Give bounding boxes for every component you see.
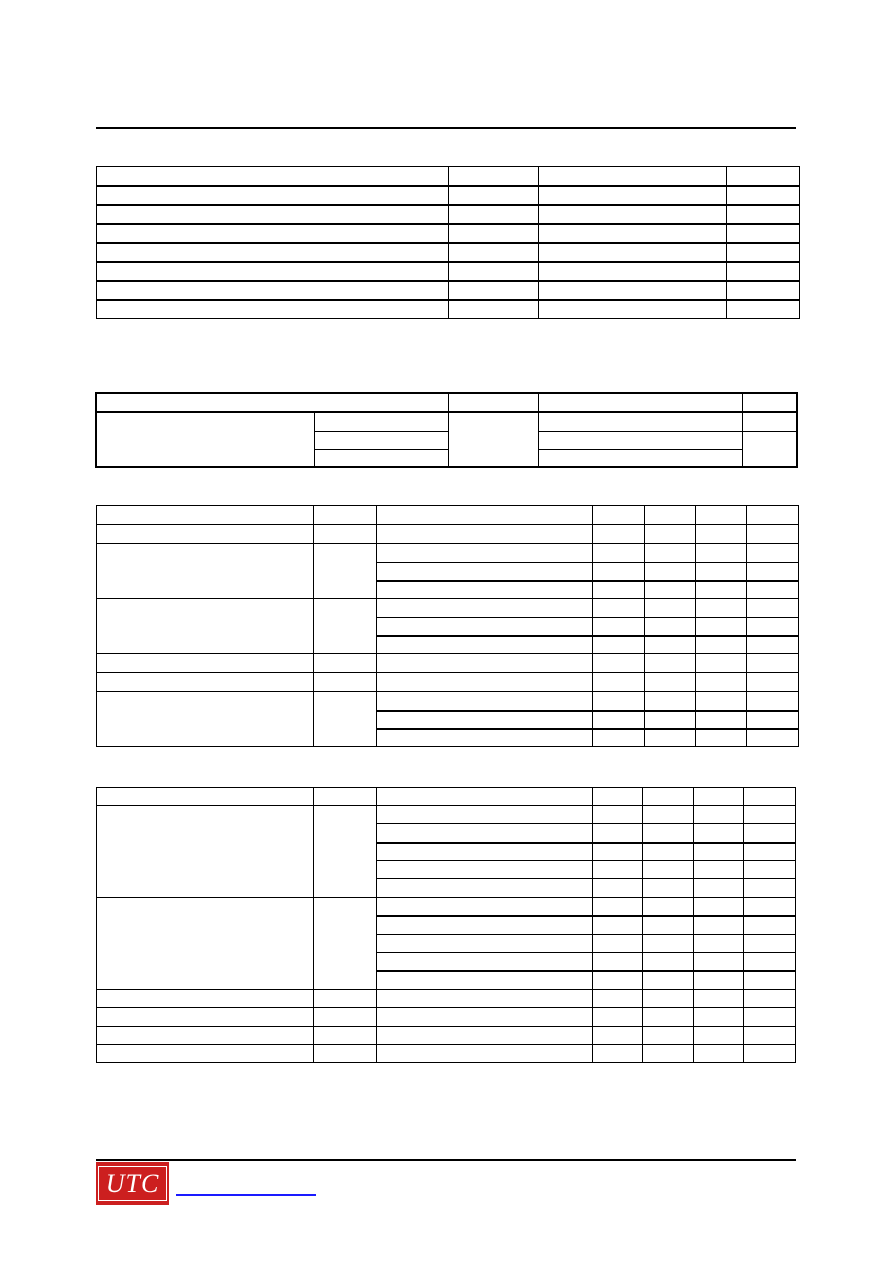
table-cell bbox=[644, 711, 695, 729]
table-cell bbox=[695, 654, 746, 673]
table-cell bbox=[744, 1027, 796, 1045]
table-cell bbox=[97, 506, 314, 525]
table-cell bbox=[97, 788, 314, 806]
table-cell bbox=[97, 990, 314, 1008]
table-cell bbox=[377, 729, 592, 747]
table-cell bbox=[694, 806, 744, 824]
table-cell bbox=[744, 990, 796, 1008]
table-row bbox=[97, 1008, 796, 1027]
table-cell bbox=[314, 1027, 377, 1045]
table-cell bbox=[727, 300, 800, 319]
table-cell bbox=[377, 824, 593, 843]
table-cell bbox=[592, 673, 644, 692]
table-cell bbox=[97, 525, 314, 544]
table-cell bbox=[314, 1008, 377, 1027]
table-cell bbox=[644, 506, 695, 525]
table-cell bbox=[746, 506, 798, 525]
table-cell bbox=[377, 506, 592, 525]
table-cell bbox=[539, 281, 727, 300]
table-cell bbox=[593, 806, 643, 824]
table-row bbox=[97, 262, 800, 281]
table-cell bbox=[727, 205, 800, 224]
electrical-characteristics-table-1 bbox=[96, 505, 799, 747]
table-cell bbox=[593, 1008, 643, 1027]
table-cell bbox=[746, 563, 798, 581]
table-cell bbox=[695, 711, 746, 729]
table-cell bbox=[727, 243, 800, 262]
table-cell bbox=[593, 898, 643, 916]
table-cell bbox=[644, 654, 695, 673]
table-cell bbox=[694, 971, 744, 990]
table-cell bbox=[746, 654, 798, 673]
table-row bbox=[97, 243, 800, 262]
table-cell bbox=[695, 618, 746, 636]
table-row bbox=[97, 281, 800, 300]
table-cell bbox=[746, 581, 798, 599]
table-row bbox=[97, 186, 800, 205]
table-cell bbox=[592, 692, 644, 711]
table-cell bbox=[592, 599, 644, 618]
table-cell bbox=[643, 1027, 694, 1045]
table-cell bbox=[377, 788, 593, 806]
table-cell bbox=[97, 1027, 314, 1045]
table-cell bbox=[377, 618, 592, 636]
table-cell bbox=[694, 879, 744, 898]
table-row bbox=[97, 1045, 796, 1063]
table-cell bbox=[593, 824, 643, 843]
table-row bbox=[97, 806, 796, 824]
table-cell bbox=[593, 843, 643, 861]
table-cell bbox=[694, 1045, 744, 1063]
table-cell bbox=[593, 861, 643, 879]
thermal-table bbox=[95, 392, 798, 468]
table-cell bbox=[377, 843, 593, 861]
table-cell bbox=[695, 599, 746, 618]
table-cell bbox=[744, 953, 796, 971]
table-cell bbox=[97, 673, 314, 692]
table-cell bbox=[97, 599, 314, 654]
table-cell bbox=[643, 806, 694, 824]
table-cell bbox=[97, 205, 449, 224]
table-cell bbox=[746, 544, 798, 563]
table-cell bbox=[314, 692, 377, 747]
table-cell bbox=[643, 971, 694, 990]
table-cell bbox=[377, 935, 593, 953]
table-cell bbox=[744, 788, 796, 806]
website-link[interactable] bbox=[176, 1194, 316, 1196]
table-cell bbox=[593, 1027, 643, 1045]
table-cell bbox=[97, 544, 314, 599]
table-cell bbox=[746, 636, 798, 654]
table-cell bbox=[593, 935, 643, 953]
table-cell bbox=[539, 167, 727, 186]
table-cell bbox=[744, 935, 796, 953]
table-cell bbox=[695, 729, 746, 747]
table-cell bbox=[694, 916, 744, 935]
table-cell bbox=[643, 843, 694, 861]
table-cell bbox=[592, 506, 644, 525]
table-cell bbox=[314, 654, 377, 673]
table-cell bbox=[643, 788, 694, 806]
table-cell bbox=[746, 729, 798, 747]
table-cell bbox=[644, 618, 695, 636]
table-cell bbox=[539, 205, 727, 224]
table-cell bbox=[449, 300, 539, 319]
table-cell bbox=[744, 824, 796, 843]
table-cell bbox=[727, 281, 800, 300]
table-cell bbox=[538, 449, 742, 467]
table-cell bbox=[644, 692, 695, 711]
table-cell bbox=[448, 393, 538, 412]
table-row bbox=[97, 224, 800, 243]
table-cell bbox=[644, 673, 695, 692]
table-cell bbox=[695, 636, 746, 654]
table-cell bbox=[727, 186, 800, 205]
table-cell bbox=[97, 692, 314, 747]
table-cell bbox=[314, 898, 377, 990]
table-row bbox=[97, 300, 800, 319]
table-row bbox=[96, 412, 797, 431]
table-cell bbox=[746, 599, 798, 618]
table-cell bbox=[746, 525, 798, 544]
table-cell bbox=[744, 971, 796, 990]
table-cell bbox=[744, 1008, 796, 1027]
table-cell bbox=[592, 525, 644, 544]
table-cell bbox=[593, 990, 643, 1008]
table-cell bbox=[377, 1008, 593, 1027]
footer-divider bbox=[96, 1159, 796, 1161]
table-cell bbox=[694, 990, 744, 1008]
table-cell bbox=[643, 898, 694, 916]
table-cell bbox=[377, 525, 592, 544]
table-cell bbox=[744, 1045, 796, 1063]
table-row bbox=[97, 599, 799, 618]
table-cell bbox=[377, 599, 592, 618]
table-cell bbox=[314, 806, 377, 898]
table-cell bbox=[314, 673, 377, 692]
table-cell bbox=[539, 243, 727, 262]
table-cell bbox=[448, 412, 538, 467]
utc-logo bbox=[96, 1162, 169, 1205]
table-cell bbox=[695, 673, 746, 692]
table-row bbox=[97, 167, 800, 186]
table-cell bbox=[97, 300, 449, 319]
table-cell bbox=[694, 1008, 744, 1027]
table-cell bbox=[377, 692, 592, 711]
table-cell bbox=[644, 636, 695, 654]
table-cell bbox=[592, 729, 644, 747]
table-cell bbox=[538, 412, 742, 431]
table-cell bbox=[96, 393, 448, 412]
table-cell bbox=[695, 563, 746, 581]
table-cell bbox=[593, 1045, 643, 1063]
table-row bbox=[97, 525, 799, 544]
table-cell bbox=[727, 167, 800, 186]
absolute-max-ratings-table bbox=[96, 166, 800, 319]
table-row bbox=[97, 673, 799, 692]
table-row bbox=[97, 654, 799, 673]
table-cell bbox=[97, 186, 449, 205]
table-cell bbox=[377, 654, 592, 673]
table-cell bbox=[644, 525, 695, 544]
table-cell bbox=[97, 654, 314, 673]
table-cell bbox=[539, 262, 727, 281]
table-cell bbox=[97, 262, 449, 281]
table-cell bbox=[742, 393, 797, 412]
table-cell bbox=[746, 692, 798, 711]
table-cell bbox=[727, 262, 800, 281]
table-cell bbox=[644, 563, 695, 581]
table-cell bbox=[314, 599, 377, 654]
table-cell bbox=[643, 1008, 694, 1027]
table-cell bbox=[643, 953, 694, 971]
header-divider bbox=[96, 127, 796, 129]
table-row bbox=[97, 788, 796, 806]
table-cell bbox=[592, 581, 644, 599]
table-cell bbox=[377, 879, 593, 898]
table-row bbox=[97, 1027, 796, 1045]
electrical-characteristics-table-2 bbox=[96, 787, 796, 1063]
table-cell bbox=[377, 544, 592, 563]
table-cell bbox=[593, 916, 643, 935]
table-cell bbox=[97, 224, 449, 243]
table-cell bbox=[593, 971, 643, 990]
table-cell bbox=[97, 167, 449, 186]
table-cell bbox=[744, 861, 796, 879]
table-cell bbox=[96, 412, 314, 467]
table-row bbox=[97, 990, 796, 1008]
table-cell bbox=[449, 167, 539, 186]
table-cell bbox=[314, 990, 377, 1008]
table-cell bbox=[314, 1045, 377, 1063]
table-cell bbox=[377, 636, 592, 654]
table-cell bbox=[592, 544, 644, 563]
table-cell bbox=[449, 262, 539, 281]
table-cell bbox=[314, 412, 448, 431]
utc-logo-text: UTC bbox=[98, 1166, 167, 1201]
table-cell bbox=[538, 431, 742, 449]
table-cell bbox=[97, 898, 314, 990]
table-cell bbox=[644, 729, 695, 747]
table-cell bbox=[97, 243, 449, 262]
table-cell bbox=[593, 788, 643, 806]
table-cell bbox=[695, 544, 746, 563]
table-cell bbox=[643, 990, 694, 1008]
table-cell bbox=[377, 673, 592, 692]
table-row bbox=[97, 205, 800, 224]
table-cell bbox=[97, 1008, 314, 1027]
table-cell bbox=[314, 788, 377, 806]
table-row bbox=[97, 898, 796, 916]
table-cell bbox=[377, 806, 593, 824]
table-cell bbox=[694, 788, 744, 806]
table-cell bbox=[449, 205, 539, 224]
table-cell bbox=[643, 916, 694, 935]
table-cell bbox=[644, 544, 695, 563]
table-cell bbox=[97, 281, 449, 300]
table-cell bbox=[314, 506, 377, 525]
table-cell bbox=[643, 1045, 694, 1063]
table-cell bbox=[377, 916, 593, 935]
table-cell bbox=[644, 599, 695, 618]
table-cell bbox=[539, 300, 727, 319]
table-cell bbox=[695, 525, 746, 544]
table-cell bbox=[744, 916, 796, 935]
table-cell bbox=[449, 224, 539, 243]
table-cell bbox=[592, 654, 644, 673]
table-cell bbox=[377, 953, 593, 971]
table-cell bbox=[643, 824, 694, 843]
table-cell bbox=[746, 618, 798, 636]
table-cell bbox=[694, 843, 744, 861]
table-cell bbox=[377, 563, 592, 581]
table-cell bbox=[449, 243, 539, 262]
table-cell bbox=[377, 990, 593, 1008]
table-cell bbox=[97, 806, 314, 898]
table-cell bbox=[449, 281, 539, 300]
table-cell bbox=[314, 449, 448, 467]
table-cell bbox=[727, 224, 800, 243]
table-cell bbox=[695, 692, 746, 711]
table-cell bbox=[593, 953, 643, 971]
table-cell bbox=[744, 879, 796, 898]
table-cell bbox=[592, 636, 644, 654]
table-cell bbox=[314, 431, 448, 449]
table-cell bbox=[644, 581, 695, 599]
table-cell bbox=[744, 843, 796, 861]
table-cell bbox=[695, 581, 746, 599]
table-cell bbox=[593, 879, 643, 898]
table-cell bbox=[539, 224, 727, 243]
table-cell bbox=[695, 506, 746, 525]
table-cell bbox=[694, 953, 744, 971]
table-cell bbox=[592, 711, 644, 729]
table-cell bbox=[643, 861, 694, 879]
table-cell bbox=[643, 935, 694, 953]
table-cell bbox=[377, 1045, 593, 1063]
table-row bbox=[97, 506, 799, 525]
table-cell bbox=[539, 186, 727, 205]
table-cell bbox=[694, 1027, 744, 1045]
table-cell bbox=[314, 544, 377, 599]
table-cell bbox=[377, 581, 592, 599]
table-cell bbox=[694, 824, 744, 843]
table-cell bbox=[744, 898, 796, 916]
table-cell bbox=[694, 861, 744, 879]
table-row bbox=[96, 393, 797, 412]
table-cell bbox=[97, 1045, 314, 1063]
table-cell bbox=[746, 711, 798, 729]
table-cell bbox=[377, 861, 593, 879]
table-row bbox=[97, 692, 799, 711]
table-cell bbox=[742, 431, 797, 467]
table-row bbox=[97, 544, 799, 563]
table-cell bbox=[377, 898, 593, 916]
table-cell bbox=[538, 393, 742, 412]
table-cell bbox=[377, 711, 592, 729]
table-cell bbox=[742, 412, 797, 431]
table-cell bbox=[694, 898, 744, 916]
table-cell bbox=[377, 971, 593, 990]
table-cell bbox=[746, 673, 798, 692]
table-cell bbox=[744, 806, 796, 824]
table-cell bbox=[592, 618, 644, 636]
table-cell bbox=[314, 525, 377, 544]
table-cell bbox=[592, 563, 644, 581]
table-cell bbox=[377, 1027, 593, 1045]
table-cell bbox=[694, 935, 744, 953]
table-cell bbox=[643, 879, 694, 898]
table-cell bbox=[449, 186, 539, 205]
